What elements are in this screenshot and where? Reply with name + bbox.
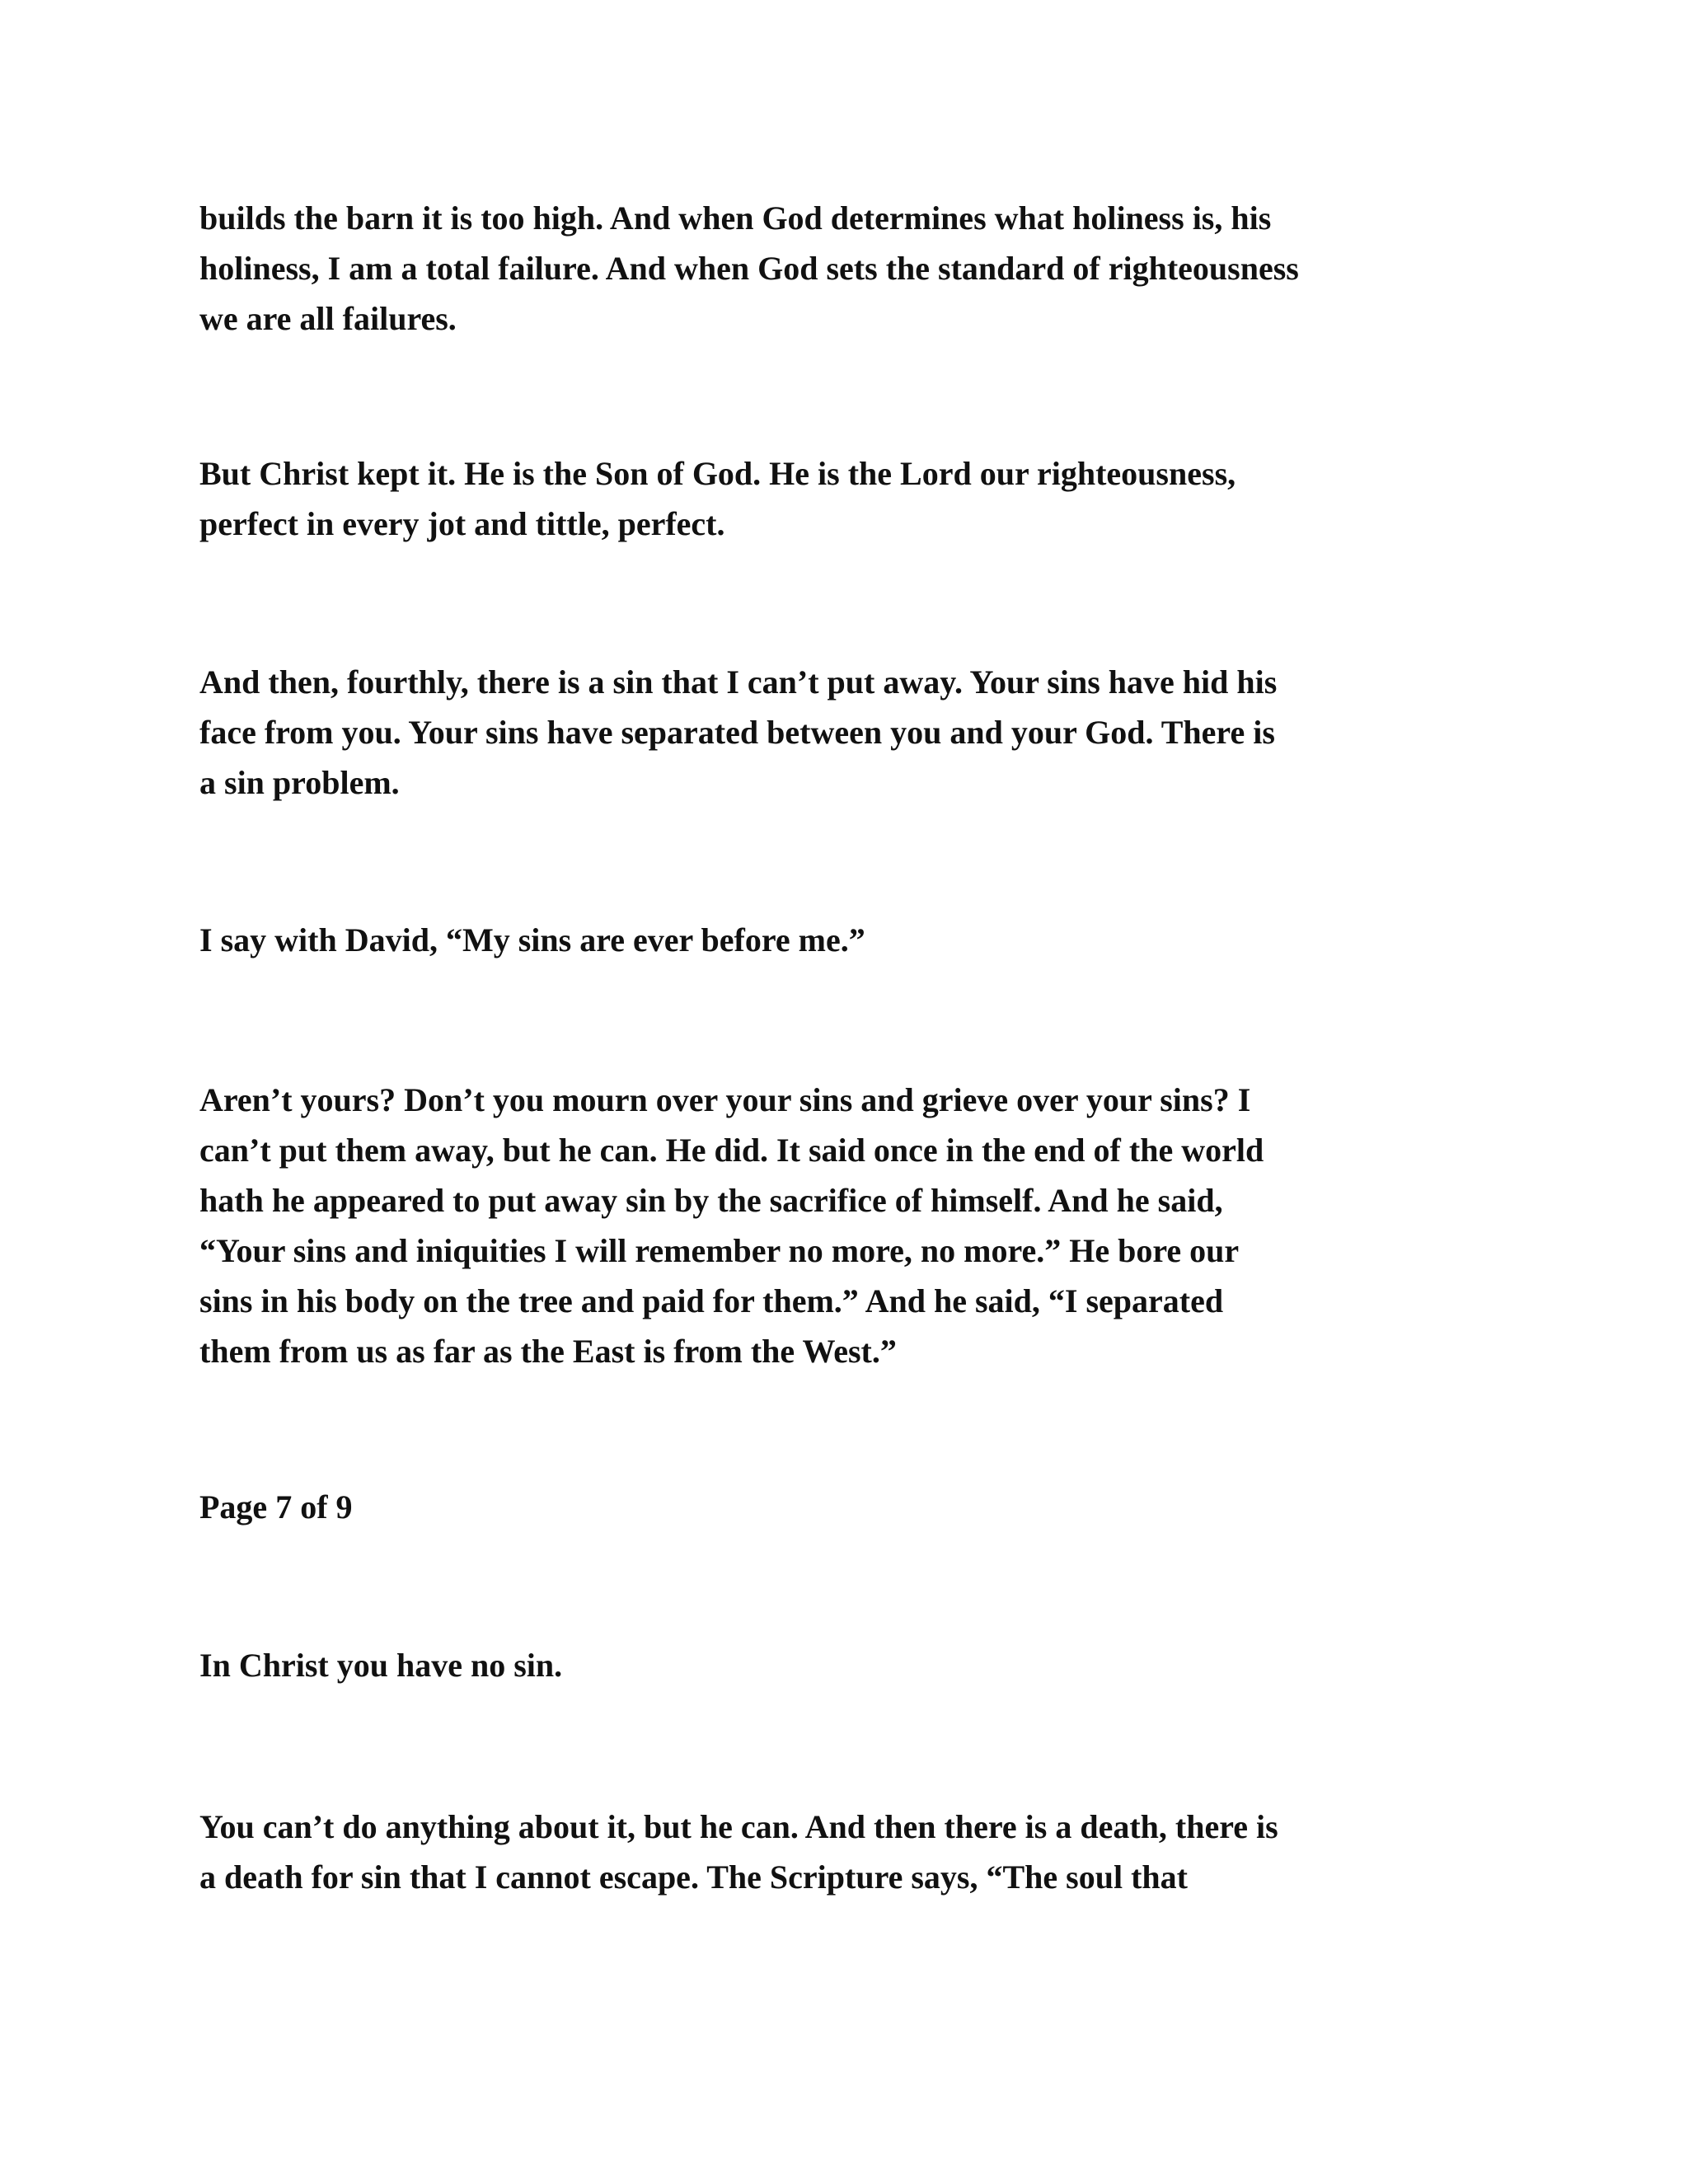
- paragraph: Aren’t yours? Don’t you mourn over your sins and grieve over your sins? I can’t put them away, but he can. He did. It said once in the end of the world hath he appeared to put away sin by the sacrifice of himself. And he said, “Your sins and iniquities I will remember no more, no more.” He bore our sins in his body on the tree and paid for them.” And he said, “I separated them from us as far as the East is from the West.”: [199, 1081, 1264, 1370]
- paragraph: builds the barn it is too high. And when God determines what holiness is, his holiness, I am a total failure. And when God sets the standard of righteousness we are all failures.: [199, 199, 1299, 337]
- paragraph: You can’t do anything about it, but he can. And then there is a death, there is a death for sin that I cannot escape. The Scripture says, “The soul that: [199, 1808, 1278, 1896]
- paragraph: And then, fourthly, there is a sin that I can’t put away. Your sins have hid his face from you. Your sins have separated between you and your God. There is a sin problem.: [199, 663, 1278, 801]
- paragraph: In Christ you have no sin.: [199, 1647, 563, 1684]
- page-number-label: Page 7 of 9: [199, 1488, 353, 1526]
- paragraph: I say with David, “My sins are ever before me.”: [199, 921, 865, 958]
- paragraph: But Christ kept it. He is the Son of God. He is the Lord our righteousness, perfect in every jot and tittle, perfect.: [199, 455, 1236, 542]
